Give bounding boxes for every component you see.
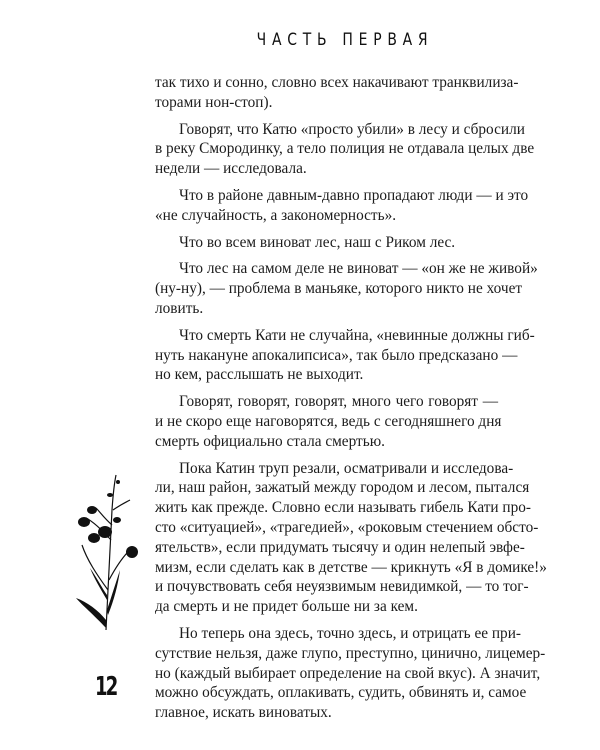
page-number: 12 [95, 672, 117, 702]
text-line: Пока Катин труп резали, осматривали и исследова- [179, 459, 514, 477]
text-line: Что в районе давным-давно пропадают люди — и это [179, 186, 529, 204]
text-line: нуть накануне апокалипсиса», так было предсказано — [155, 346, 518, 364]
text-line: Но теперь она здесь, точно здесь, и отрицать ее при- [179, 624, 521, 642]
text-line: Что смерть Кати не случайна, «невинные должны гиб- [179, 326, 535, 344]
text-line: ятельств», если придумать тысячу и один нелепый эвфе- [155, 538, 525, 556]
text-line: Говорят, что Катю «просто убили» в лесу и сбросили [179, 120, 525, 138]
text-line: недели — исследовала. [155, 160, 307, 178]
text-line: мизм, если сделать как в детстве — крикнуть «Я в домике!» [155, 558, 547, 576]
fireweed-plant-icon [72, 470, 142, 635]
text-line: Что лес на самом деле не виноват — «он же не живой» [179, 260, 538, 278]
text-line: да смерть и не придет больше ни за кем. [155, 598, 418, 616]
text-line: ли, наш район, зажатый между городом и лесом, пытался [155, 479, 530, 497]
text-line: сутствие нельзя, даже глупо, преступно, цинично, лицемер- [155, 644, 546, 662]
text-line: (ну-ну), — проблема в маньяке, которого никто не хочет [155, 280, 523, 298]
text-line: но (каждый выбирает определение на свой вкус). А значит, [155, 664, 541, 682]
text-line: Что во всем виноват лес, наш с Риком лес. [179, 233, 456, 251]
text-line: ловить. [155, 299, 204, 317]
text-line: главное, искать виноватых. [155, 704, 332, 722]
text-line: можно обсуждать, оплакивать, судить, обвинять и, самое [155, 684, 527, 702]
text-line: торами нон-стоп). [155, 93, 273, 111]
text-line: но кем, расслышать не выходит. [155, 366, 364, 384]
text-line: «не случайность, а закономерность». [155, 206, 397, 224]
running-header: ЧАСТЬ ПЕРВАЯ [256, 30, 434, 50]
text-line: и почувствовать себя неуязвимым невидимкой, — то тог- [155, 578, 529, 596]
text-line: в реку Смородинку, а тело полиция не отдавала целых две [155, 140, 535, 158]
text-line: жить как прежде. Словно если называть гибель Кати про- [155, 499, 531, 517]
body-text [155, 73, 547, 723]
text-line: Говорят, говорят, говорят, много чего говорят — [179, 393, 498, 411]
text-line: и не скоро еще наговорятся, ведь с сегодняшнего дня [155, 412, 502, 430]
text-line: так тихо и сонно, словно всех накачивают транквилиза- [155, 74, 519, 91]
text-line: смерть официально стала смертью. [155, 432, 385, 450]
text-line: сто «ситуацией», «трагедией», «роковым стечением обсто- [155, 518, 539, 536]
